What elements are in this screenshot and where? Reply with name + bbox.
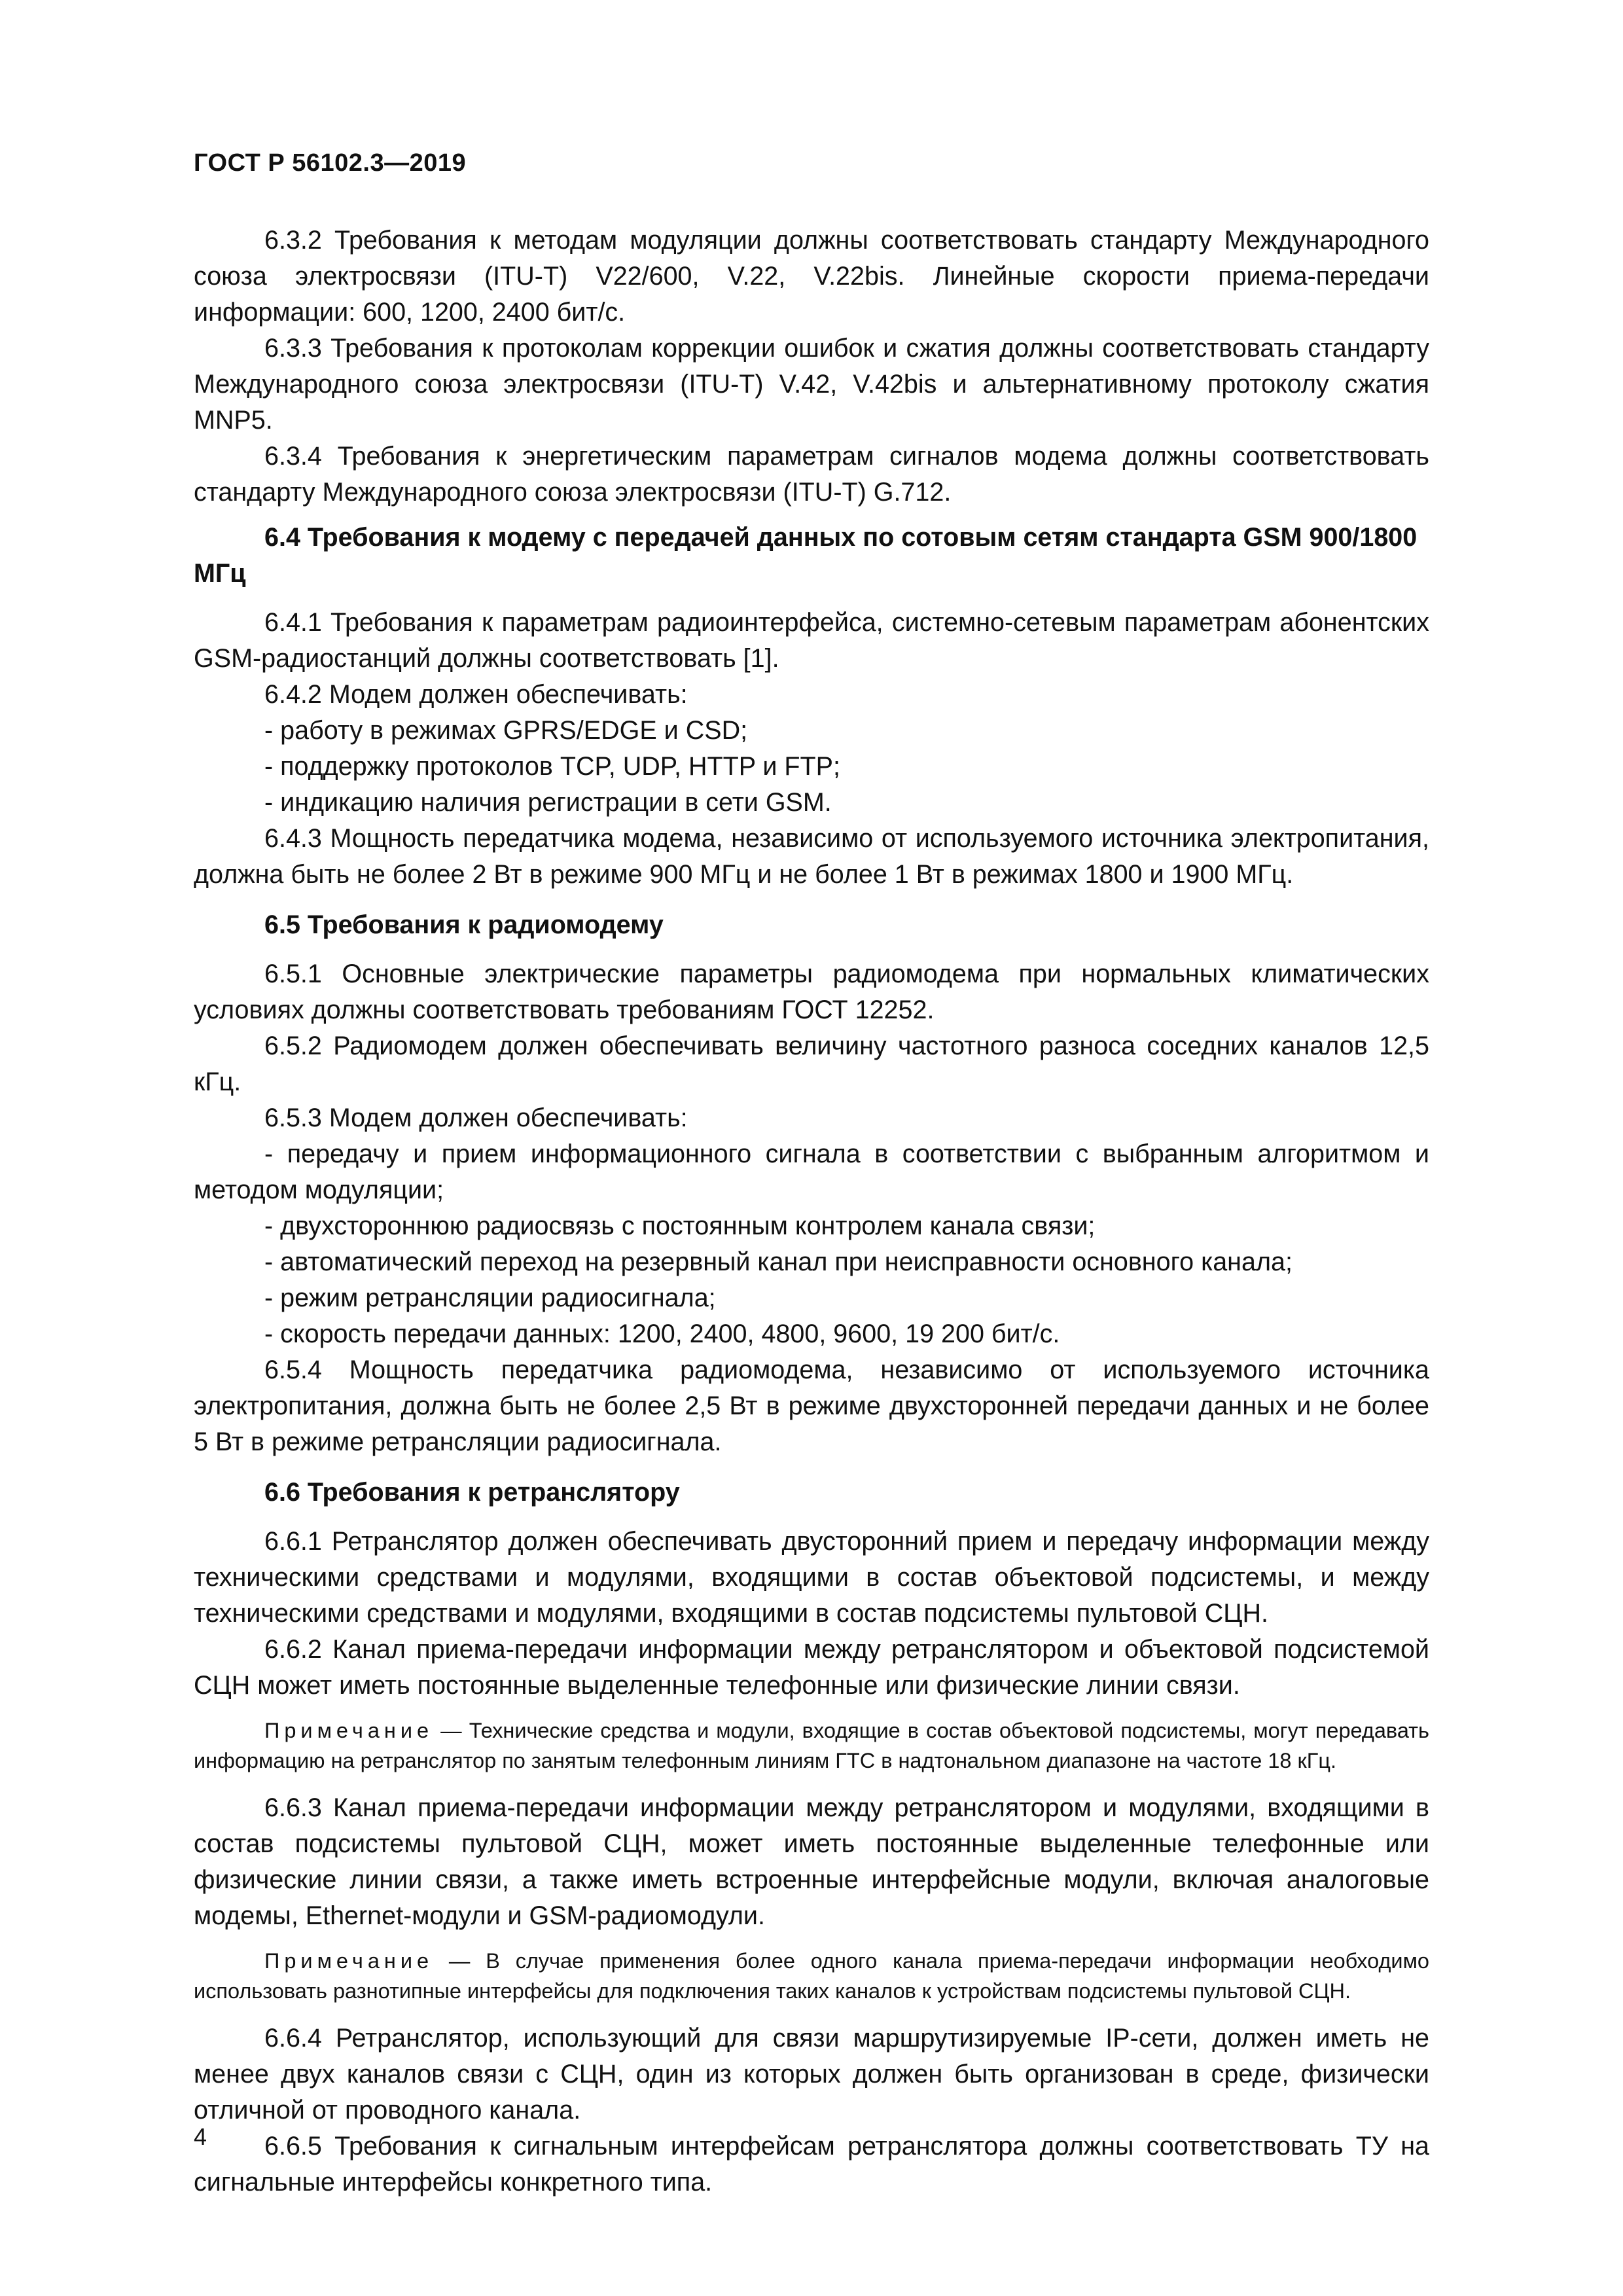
heading-6-6: 6.6 Требования к ретранслятору <box>264 1478 680 1507</box>
paragraph-6-6-5: 6.6.5 Требования к сигнальным интерфейсам ретранслятора должны соответствовать ТУ на сигнальные интерфейсы конкретного типа. <box>194 2132 1429 2197</box>
note-text: — Технические средства и модули, входящие в состав объектовой подсистемы, могут передавать информацию на ретранслятор по занятым телефонным линиям ГТС в надтональном диапазоне на частоте 18 кГц. <box>194 1719 1429 1772</box>
paragraph-6-6-2: 6.6.2 Канал приема-передачи информации между ретранслятором и объектовой подсистемой СЦН может иметь постоянные выделенные телефонные или физические линии связи. <box>194 1635 1429 1700</box>
note-label: Примечание <box>264 1949 434 1973</box>
list-item: - индикацию наличия регистрации в сети GSM. <box>264 788 832 817</box>
heading-6-5: 6.5 Требования к радиомодему <box>264 910 664 939</box>
paragraph-6-4-2: 6.4.2 Модем должен обеспечивать: <box>264 680 688 709</box>
page-number: 4 <box>194 2123 207 2150</box>
note-text: — В случае применения более одного канала приема-передачи информации необходимо использовать разнотипные интерфейсы для подключения таких каналов к устройствам подсистемы пультовой СЦН. <box>194 1949 1429 2003</box>
paragraph-6-4-3: 6.4.3 Мощность передатчика модема, независимо от используемого источника электропитания, должна быть не более 2 Вт в режиме 900 МГц и не более 1 Вт в режимах 1800 и 1900 МГц. <box>194 824 1429 889</box>
note-2 <box>194 1946 1429 2006</box>
list-item: - скорость передачи данных: 1200, 2400, 4800, 9600, 19 200 бит/с. <box>264 1319 1060 1348</box>
paragraph-6-4-1: 6.4.1 Требования к параметрам радиоинтерфейса, системно-сетевым параметрам абонентских GSM-радиостанций должны соответствовать [1]. <box>194 608 1429 673</box>
heading-6-4: 6.4 Требования к модему с передачей данных по сотовым сетям стандарта GSM 900/1800 МГц <box>194 523 1418 588</box>
list-item: - работу в режимах GPRS/EDGE и CSD; <box>264 716 748 745</box>
paragraph-6-6-1: 6.6.1 Ретранслятор должен обеспечивать двусторонний прием и передачу информации между техническими средствами и модулями, входящими в состав объектовой подсистемы, и между техническими средствами и модулями, входящими в состав подсистемы пультовой СЦН. <box>194 1527 1429 1628</box>
list-item: - передачу и прием информационного сигнала в соответствии с выбранным алгоритмом и методом модуляции; <box>194 1139 1429 1204</box>
note-label: Примечание <box>264 1719 434 1742</box>
list-item: - поддержку протоколов TCP, UDP, HTTP и FTP; <box>264 752 840 781</box>
paragraph-6-3-2: 6.3.2 Требования к методам модуляции должны соответствовать стандарту Международного союза электросвязи (ITU-T) V22/600, V.22, V.22bis. Линейные скорости приема-передачи информации: 600, 1200, 2400 бит/с. <box>194 226 1429 327</box>
paragraph-6-5-3: 6.5.3 Модем должен обеспечивать: <box>264 1103 688 1132</box>
paragraph-6-5-4: 6.5.4 Мощность передатчика радиомодема, независимо от используемого источника электропитания, должна быть не более 2,5 Вт в режиме двухсторонней передачи данных и не более 5 Вт в режиме ретрансляции радиосигнала. <box>194 1355 1429 1456</box>
list-item: - автоматический переход на резервный канал при неисправности основного канала; <box>264 1247 1293 1276</box>
paragraph-6-3-3: 6.3.3 Требования к протоколам коррекции ошибок и сжатия должны соответствовать стандарту Международного союза электросвязи (ITU-T) V.42, V.42bis и альтернативному протоколу сжатия MNP5. <box>194 334 1429 435</box>
document-body <box>194 223 1429 2200</box>
note-1 <box>194 1715 1429 1776</box>
list-item: - режим ретрансляции радиосигнала; <box>264 1283 716 1312</box>
paragraph-6-6-4: 6.6.4 Ретранслятор, использующий для связи маршрутизируемые IP-сети, должен иметь не менее двух каналов связи с СЦН, один из которых должен быть организован в среде, физически отличной от проводного канала. <box>194 2024 1429 2125</box>
list-item: - двухстороннюю радиосвязь с постоянным контролем канала связи; <box>264 1211 1096 1240</box>
document-code: ГОСТ Р 56102.3—2019 <box>194 149 467 177</box>
paragraph-6-3-4: 6.3.4 Требования к энергетическим параметрам сигналов модема должны соответствовать стандарту Международного союза электросвязи (ITU-T) G.712. <box>194 442 1429 507</box>
paragraph-6-5-2: 6.5.2 Радиомодем должен обеспечивать величину частотного разноса соседних каналов 12,5 кГц. <box>194 1031 1429 1096</box>
paragraph-6-5-1: 6.5.1 Основные электрические параметры радиомодема при нормальных климатических условиях должны соответствовать требованиям ГОСТ 12252. <box>194 960 1429 1024</box>
paragraph-6-6-3: 6.6.3 Канал приема-передачи информации между ретранслятором и модулями, входящими в состав подсистемы пультовой СЦН, может иметь постоянные выделенные телефонные или физические линии связи, а также иметь встроенные интерфейсные модули, включая аналоговые модемы, Ethernet-модули и GSM-радиомодули. <box>194 1793 1429 1930</box>
